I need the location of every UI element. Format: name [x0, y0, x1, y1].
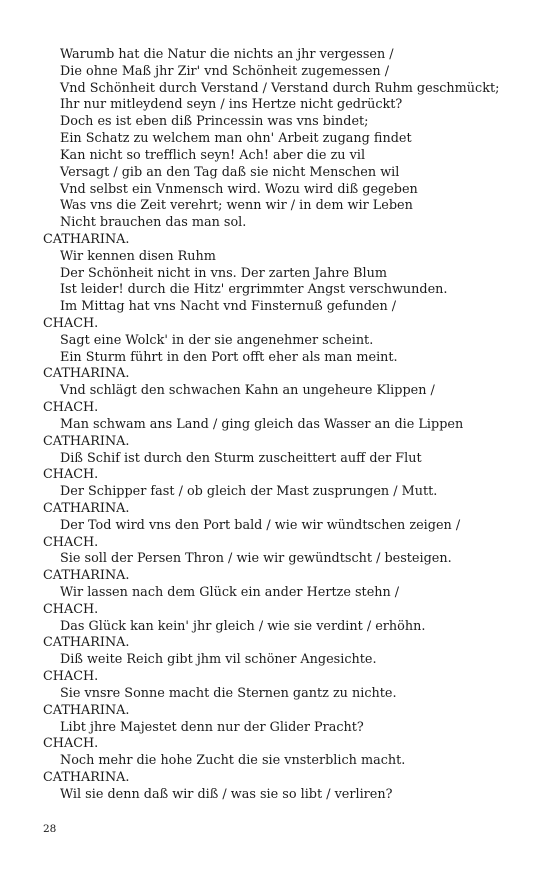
verse-line: Libt jhre Majestet denn nur der Glider Pracht?	[60, 719, 364, 735]
verse-line: Vnd schlägt den schwachen Kahn an ungeheure Klippen /	[60, 383, 435, 399]
speaker-name: CATHARINA.	[43, 769, 130, 785]
speaker-name: CHACH.	[43, 400, 99, 416]
speaker-name: CATHARINA.	[43, 635, 130, 651]
verse-line: Kan nicht so trefflich seyn! Ach! aber die zu vil	[60, 147, 366, 163]
verse-line: Das Glück kan kein' jhr gleich / wie sie verdint / erhöhn.	[60, 618, 426, 634]
speaker-name: CATHARINA.	[43, 702, 130, 718]
verse-line: Man schwam ans Land / ging gleich das Wasser an die Lippen	[60, 416, 464, 432]
verse-line: Vnd Schönheit durch Verstand / Verstand durch Ruhm geschmückt;	[60, 80, 500, 96]
verse-line: Ist leider! durch die Hitz' ergrimmter Angst verschwunden.	[60, 282, 448, 298]
speaker-name: CATHARINA.	[43, 500, 130, 516]
verse-line: Sagt eine Wolck' in der sie angenehmer scheint.	[60, 332, 374, 348]
verse-line: Warumb hat die Natur die nichts an jhr vergessen /	[60, 47, 394, 62]
speaker-name: CHACH.	[43, 601, 99, 617]
speaker-name: CHACH.	[43, 316, 99, 331]
verse-line: Diß weite Reich gibt jhm vil schöner Angesichte.	[60, 652, 377, 668]
verse-line: Wil sie denn daß wir diß / was sie so libt / verliren?	[60, 786, 393, 802]
verse-line: Wir lassen nach dem Glück ein ander Hertze stehn /	[60, 585, 400, 600]
speaker-name: CHACH.	[43, 669, 99, 685]
verse-line: Wir kennen disen Ruhm	[60, 248, 216, 264]
speaker-name: CATHARINA.	[43, 568, 130, 584]
speaker-name: CHACH.	[43, 736, 99, 752]
verse-line: Im Mittag hat vns Nacht vnd Finsternuß gefunden /	[60, 299, 397, 315]
verse-line: Die ohne Maß jhr Zir' vnd Schönheit zugemessen /	[60, 63, 390, 79]
speaker-name: CHACH.	[43, 467, 99, 483]
verse-line: Was vns die Zeit verehrt; wenn wir / in dem wir Leben	[60, 198, 413, 214]
verse-line: Der Schipper fast / ob gleich der Mast zusprungen / Mutt.	[60, 484, 438, 500]
verse-line: Der Schönheit nicht in vns. Der zarten Jahre Blum	[60, 265, 387, 281]
speaker-name: CATHARINA.	[43, 366, 130, 382]
verse-line: Doch es ist eben diß Princessin was vns bindet;	[60, 114, 369, 130]
verse-line: Sie soll der Persen Thron / wie wir gewündtscht / besteigen.	[60, 551, 452, 567]
verse-line: Der Tod wird vns den Port bald / wie wir wündtschen zeigen /	[60, 517, 461, 533]
page-number: 28	[43, 823, 57, 835]
speaker-name: CATHARINA.	[43, 231, 130, 247]
dialogue-text	[43, 47, 523, 804]
verse-line: Ein Schatz zu welchem man ohn' Arbeit zugang findet	[60, 131, 412, 147]
verse-line: Diß Schif ist durch den Sturm zuscheittert auff der Flut	[60, 450, 422, 466]
speaker-name: CATHARINA.	[43, 433, 130, 449]
verse-line: Ein Sturm führt in den Port offt eher als man meint.	[60, 349, 398, 365]
verse-line: Ihr nur mitleydend seyn / ins Hertze nicht gedrückt?	[60, 97, 403, 113]
verse-line: Noch mehr die hohe Zucht die sie vnsterblich macht.	[60, 753, 406, 769]
speaker-name: CHACH.	[43, 534, 99, 550]
verse-line: Versagt / gib an den Tag daß sie nicht Menschen wil	[60, 164, 400, 180]
verse-line: Vnd selbst ein Vnmensch wird. Wozu wird diß gegeben	[60, 181, 418, 197]
verse-line: Nicht brauchen das man sol.	[60, 215, 247, 231]
verse-line: Sie vnsre Sonne macht die Sternen gantz zu nichte.	[60, 685, 397, 701]
